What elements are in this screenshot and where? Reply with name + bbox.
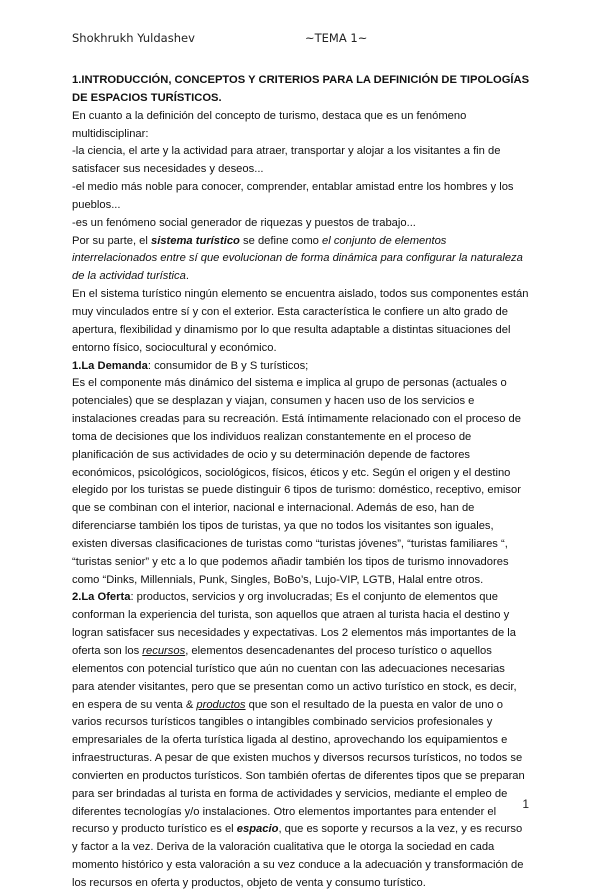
- header-author: Shokhrukh Yuldashev: [72, 31, 195, 45]
- text-run: : productos, servicios y org involucradas; Es el conjunto de elementos que conforman la experiencia del turista, son aquellos que atraen al turista hacia el destino y logran satisfacer sus necesidades y expectativas. Los 2 elementos más importantes de la oferta son los: [72, 591, 517, 657]
- oferta-heading: 2.La Oferta: [72, 591, 131, 604]
- term-recursos: recursos: [142, 645, 186, 657]
- text-run: , elementos desencadenantes del proceso turístico o aquellos elementos con potencial turístico que aún no cuentan con las adecuaciones necesarias para atender visitantes, pero que se presentan como un activo turístico en stock, es decir, en espera de su venta &: [72, 645, 517, 711]
- sistema-definition: [72, 233, 530, 287]
- text-run: .: [185, 270, 189, 283]
- page-number: 1: [522, 797, 529, 811]
- header-topic: ~TEMA 1~: [305, 31, 368, 45]
- text-run: : consumidor de B y S turísticos;: [147, 359, 309, 372]
- definition-text: el conjunto de elementos interrelacionados entre sí que evolucionan de forma dinámica para configurar la naturaleza de la actividad turística: [72, 234, 523, 283]
- text-run: que son el resultado de la puesta en valor de uno o varios recursos turísticos tangibles o intangibles combinado servicios profesionales y empresariales de la oferta turística ligada al destino, aprovechando los equipamientos e infraestructuras. A pesar de que existen muchos y diversos recursos turísticos, no todos se convierten en productos turísticos. Son también ofertas de diferentes tipos que se preparan para ser brindadas al turista en forma de actividades y servicios, mediante el empleo de diferentes tecnologías y/o instalaciones. Otro elementos importantes para entender el recurso y producto turístico es el: [72, 698, 525, 836]
- section-title: 1.INTRODUCCIÓN, CONCEPTOS Y CRITERIOS PARA LA DEFINICIÓN DE TIPOLOGÍAS DE ESPACIOS TURÍSTICOS.: [72, 74, 530, 104]
- term-productos: productos: [196, 698, 246, 711]
- demanda-heading: 1.La Demanda: [72, 359, 148, 372]
- document-body: [72, 72, 530, 893]
- sistema-paragraph: En el sistema turístico ningún elemento se encuentra aislado, todos sus componentes están muy vinculados entre sí y con el exterior. Esta característica le confiere un alto grado de apertura, flexibilidad y dinamismo por lo que resulta adaptable a distintas situaciones del entorno físico, sociocultural y económico.: [72, 288, 529, 354]
- text-run: se define como: [239, 234, 322, 247]
- intro-item: -el medio más noble para conocer, comprender, entablar amistad entre los hombres y los pueblos...: [72, 181, 514, 211]
- text-run: Por su parte, el: [72, 234, 151, 247]
- page-header: [72, 30, 540, 50]
- demanda-paragraph: Es el componente más dinámico del sistema e implica al grupo de personas (actuales o potenciales) que se desplazan y viajan, consumen y hacen uso de los servicios e instalaciones creadas para su recreación. Está íntimamente relacionado con el proceso de toma de decisiones que los individuos realizan constantemente en el proceso de planificación de sus actividades de ocio y su determinación depende de factores económicos, psicológicos, sociológicos, físicos, éticos y etc. Según el origen y el destino elegido por los turistas se puede distinguir 6 tipos de turismo: doméstico, receptivo, emisor que se combinan con el interior, nacional e internacional. Además de eso, han de diferenciarse también los tipos de turistas, ya que no todos los visitantes son iguales, existen diversas clasificaciones de turistas como “turistas jóvenes”, “turistas familiares “, “turistas senior” y etc a lo que podemos añadir también los tipos de turismo innovadores como “Dinks, Millennials, Punk, Singles, BoBo’s, Lujo-VIP, LGTB, Halal entre otros.: [72, 377, 521, 586]
- term-espacio: espacio: [236, 823, 279, 836]
- term-sistema-turistico: sistema turístico: [150, 234, 240, 247]
- intro-item: -la ciencia, el arte y la actividad para atraer, transportar y alojar a los visitantes a fin de satisfacer sus necesidades y deseos...: [72, 145, 501, 176]
- text-run: , que es soporte y recursos a la vez, y es recurso y factor a la vez. Deriva de la valoración cualitativa que le otorga la sociedad en cada momento histórico y esta valoración a su vez conduce a la adecuación y transformación de los recursos en oferta y productos, objeto de venta y consumo turístico.: [72, 823, 524, 889]
- demanda-heading-line: [72, 358, 530, 376]
- intro-line: En cuanto a la definición del concepto de turismo, destaca que es un fenómeno multidisciplinar:: [72, 109, 467, 140]
- oferta-paragraph: [72, 589, 530, 892]
- intro-item: -es un fenómeno social generador de riquezas y puestos de trabajo...: [72, 216, 416, 229]
